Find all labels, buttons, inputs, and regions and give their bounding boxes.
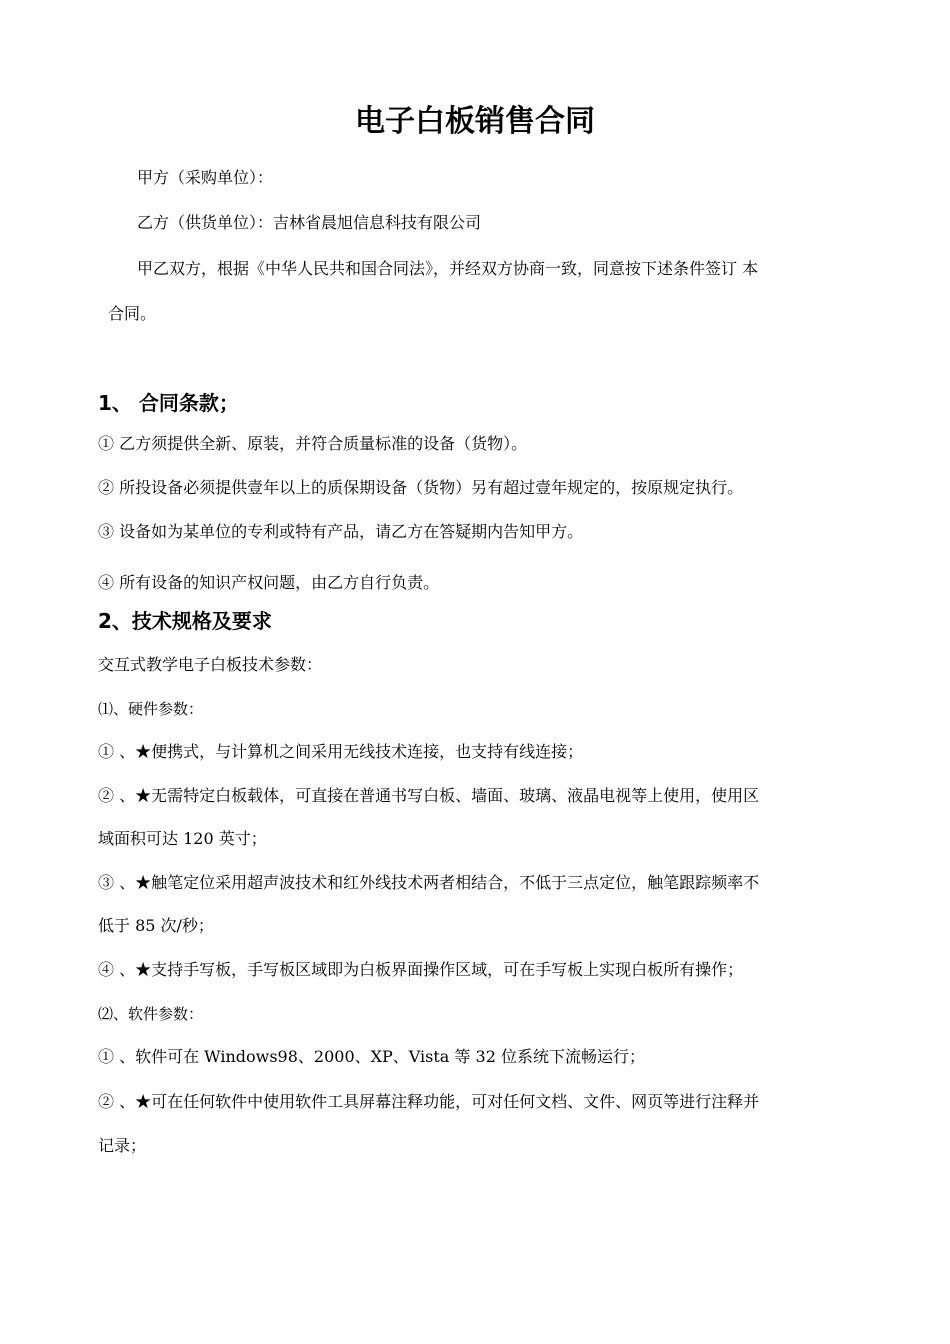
software-label: ⑵、软件参数： (98, 1005, 204, 1023)
preamble-line-2: 合同。 (108, 304, 157, 323)
section-1-item-1: ① 乙方须提供全新、原装，并符合质量标准的设备（货物）。 (98, 434, 528, 453)
section-1-item-3: ③ 设备如为某单位的专利或特有产品，请乙方在答疑期内告知甲方。 (98, 522, 584, 541)
hardware-line-3: 域面积可达 120 英寸； (98, 829, 267, 848)
section-1-heading: 1、 合同条款； (98, 391, 239, 415)
section-1-item-4: ④ 所有设备的知识产权问题，由乙方自行负责。 (98, 573, 440, 592)
section-2-heading: 2、技术规格及要求 (98, 609, 272, 633)
section-1-item-2: ② 所投设备必须提供壹年以上的质保期设备（货物）另有超过壹年规定的，按原规定执行。 (98, 478, 744, 497)
software-line-3: 记录； (98, 1136, 147, 1155)
software-line-2: ② 、★可在任何软件中使用软件工具屏幕注释功能，可对任何文档、文件、网页等进行注释并 (98, 1092, 760, 1111)
hardware-line-4: ③ 、★触笔定位采用超声波技术和红外线技术两者相结合，不低于三点定位，触笔跟踪频率不 (98, 873, 760, 892)
hardware-line-6: ④ 、★支持手写板，手写板区域即为白板界面操作区域，可在手写板上实现白板所有操作； (98, 960, 744, 979)
party-a-line: 甲方（采购单位）： (137, 168, 274, 187)
party-b-line: 乙方（供货单位）：吉林省晨旭信息科技有限公司 (137, 213, 482, 232)
hardware-label: ⑴、硬件参数： (98, 700, 204, 718)
software-line-1: ① 、软件可在 Windows98、2000、XP、Vista 等 32 位系统下流畅运行； (98, 1047, 645, 1066)
preamble-line-1: 甲乙双方，根据《中华人民共和国合同法》，并经双方协商一致，同意按下述条件签订 本 (137, 259, 759, 278)
section-2-subtitle: 交互式教学电子白板技术参数： (98, 655, 323, 674)
hardware-line-2: ② 、★无需特定白板载体，可直接在普通书写白板、墙面、玻璃、液晶电视等上使用，使用区 (98, 786, 760, 805)
hardware-line-1: ① 、★便携式，与计算机之间采用无线技术连接，也支持有线连接； (98, 742, 584, 761)
document-title: 电子白板销售合同 (355, 104, 595, 139)
hardware-line-5: 低于 85 次/秒； (98, 916, 214, 935)
